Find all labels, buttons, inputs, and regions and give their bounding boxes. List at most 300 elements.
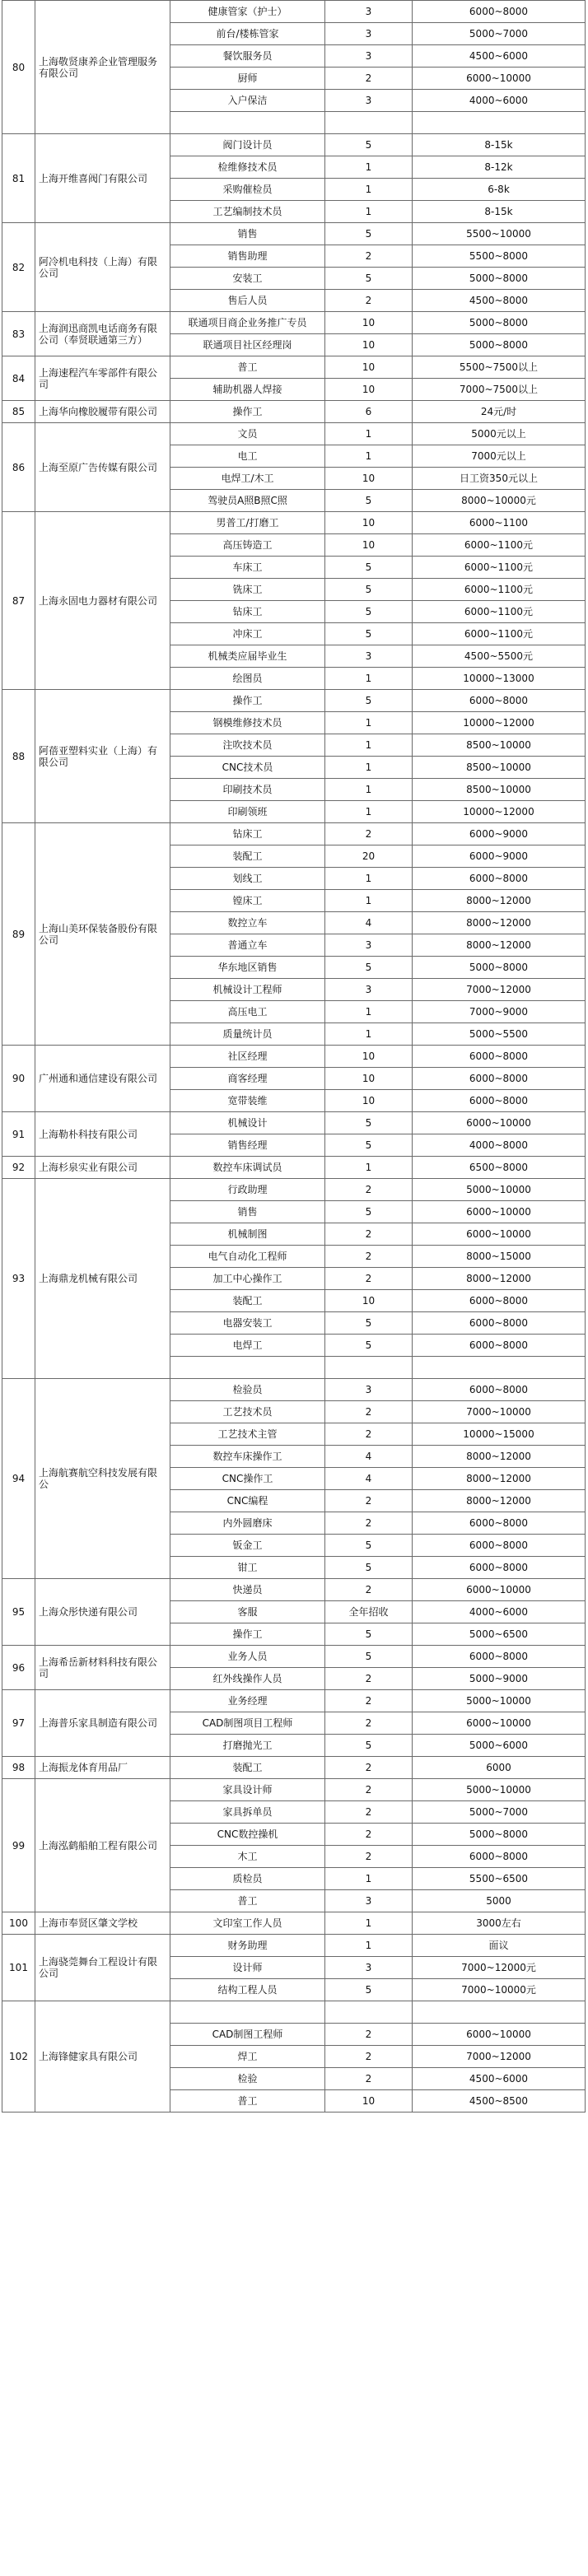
job-title: 健康管家（护士） — [170, 1, 325, 23]
job-title: 快递员 — [170, 1579, 325, 1601]
row-number: 80 — [2, 1, 35, 134]
headcount: 1 — [325, 445, 413, 468]
headcount: 10 — [325, 334, 413, 356]
headcount: 5 — [325, 1735, 413, 1757]
job-title — [170, 1357, 325, 1379]
row-number: 84 — [2, 356, 35, 401]
headcount: 5 — [325, 1201, 413, 1223]
salary-range: 4500~6000 — [413, 2068, 586, 2090]
salary-range: 6000~1100元 — [413, 534, 586, 557]
headcount: 3 — [325, 1890, 413, 1912]
salary-range: 8000~12000 — [413, 890, 586, 912]
job-title: 设计师 — [170, 1957, 325, 1979]
job-title: 检验 — [170, 2068, 325, 2090]
table-row — [2, 2001, 586, 2024]
headcount: 10 — [325, 312, 413, 334]
headcount: 1 — [325, 668, 413, 690]
headcount: 3 — [325, 979, 413, 1001]
headcount: 3 — [325, 1, 413, 23]
job-title: 质检员 — [170, 1868, 325, 1890]
salary-range: 6000~10000 — [413, 1201, 586, 1223]
salary-range: 6000~1100 — [413, 512, 586, 534]
salary-range: 6000~8000 — [413, 1557, 586, 1579]
headcount: 5 — [325, 601, 413, 623]
row-number: 94 — [2, 1379, 35, 1579]
headcount: 1 — [325, 1001, 413, 1023]
job-title: 检验员 — [170, 1379, 325, 1401]
salary-range: 7000~12000元 — [413, 1957, 586, 1979]
salary-range: 7000~10000元 — [413, 1979, 586, 2001]
company-name: 上海航赛航空科技发展有限公 — [35, 1379, 170, 1579]
job-title: 销售助理 — [170, 245, 325, 268]
headcount: 5 — [325, 268, 413, 290]
headcount: 2 — [325, 1401, 413, 1423]
job-title: 电焊工 — [170, 1335, 325, 1357]
row-number: 92 — [2, 1157, 35, 1179]
salary-range: 6000 — [413, 1757, 586, 1779]
company-name: 上海骁莞舞台工程设计有限公司 — [35, 1935, 170, 2001]
salary-range: 8500~10000 — [413, 734, 586, 757]
job-title: 装配工 — [170, 845, 325, 868]
headcount: 3 — [325, 23, 413, 45]
headcount: 5 — [325, 1134, 413, 1157]
salary-range: 8-15k — [413, 201, 586, 223]
company-name: 上海鼎龙机械有限公司 — [35, 1179, 170, 1379]
salary-range: 6500~8000 — [413, 1157, 586, 1179]
headcount: 2 — [325, 1779, 413, 1801]
headcount: 2 — [325, 1423, 413, 1446]
company-name: 上海速程汽车零部件有限公司 — [35, 356, 170, 401]
headcount: 1 — [325, 1912, 413, 1935]
job-title: 内外圆磨床 — [170, 1512, 325, 1535]
table-row — [2, 1179, 586, 1201]
salary-range: 5000~9000 — [413, 1668, 586, 1690]
row-number: 102 — [2, 2001, 35, 2113]
headcount: 1 — [325, 757, 413, 779]
headcount: 2 — [325, 1668, 413, 1690]
salary-range: 6-8k — [413, 179, 586, 201]
salary-range: 6000~8000 — [413, 1846, 586, 1868]
headcount: 10 — [325, 534, 413, 557]
salary-range: 4500~8000 — [413, 290, 586, 312]
headcount: 1 — [325, 1868, 413, 1890]
headcount: 5 — [325, 690, 413, 712]
company-name: 阿蓓亚塑料实业（上海）有限公司 — [35, 690, 170, 823]
company-name: 上海华向橡胶履带有限公司 — [35, 401, 170, 423]
salary-range: 7000~12000 — [413, 2046, 586, 2068]
job-title: 车床工 — [170, 557, 325, 579]
headcount: 3 — [325, 1379, 413, 1401]
table-row — [2, 312, 586, 334]
job-title: 机械设计 — [170, 1112, 325, 1134]
headcount: 5 — [325, 1112, 413, 1134]
job-title: 木工 — [170, 1846, 325, 1868]
job-title: 数控立车 — [170, 912, 325, 934]
table-row — [2, 423, 586, 445]
job-title: 文员 — [170, 423, 325, 445]
salary-range: 8000~12000 — [413, 912, 586, 934]
headcount: 10 — [325, 356, 413, 379]
salary-range: 8000~12000 — [413, 1446, 586, 1468]
job-title: 钢模维修技术员 — [170, 712, 325, 734]
row-number: 98 — [2, 1757, 35, 1779]
salary-range: 5000~7000 — [413, 1801, 586, 1824]
job-title: 电气自动化工程师 — [170, 1246, 325, 1268]
job-title: 客服 — [170, 1601, 325, 1623]
salary-range: 8500~10000 — [413, 757, 586, 779]
headcount: 10 — [325, 1046, 413, 1068]
salary-range: 5000~8000 — [413, 312, 586, 334]
salary-range: 5500~7500以上 — [413, 356, 586, 379]
headcount: 1 — [325, 1935, 413, 1957]
headcount: 2 — [325, 1801, 413, 1824]
headcount: 10 — [325, 468, 413, 490]
salary-range: 5000~6500 — [413, 1623, 586, 1646]
headcount: 5 — [325, 134, 413, 156]
table-row — [2, 1779, 586, 1801]
salary-range — [413, 112, 586, 134]
job-title: 绘图员 — [170, 668, 325, 690]
job-title: 操作工 — [170, 690, 325, 712]
table-row — [2, 1912, 586, 1935]
job-title: 前台/楼栋管家 — [170, 23, 325, 45]
headcount: 5 — [325, 490, 413, 512]
job-title: 销售经理 — [170, 1134, 325, 1157]
headcount: 5 — [325, 1979, 413, 2001]
salary-range: 7000~10000 — [413, 1401, 586, 1423]
headcount: 1 — [325, 712, 413, 734]
table-row — [2, 1646, 586, 1668]
row-number: 89 — [2, 823, 35, 1046]
salary-range: 5000~5500 — [413, 1023, 586, 1046]
headcount: 1 — [325, 423, 413, 445]
job-title: 电器安装工 — [170, 1312, 325, 1335]
salary-range: 6000~8000 — [413, 868, 586, 890]
headcount: 3 — [325, 90, 413, 112]
headcount: 3 — [325, 934, 413, 957]
job-title: 装配工 — [170, 1757, 325, 1779]
salary-range: 8000~10000元 — [413, 490, 586, 512]
salary-range: 4500~8500 — [413, 2090, 586, 2113]
headcount: 10 — [325, 512, 413, 534]
job-title: 宽带装维 — [170, 1090, 325, 1112]
headcount: 6 — [325, 401, 413, 423]
salary-range: 6000~1100元 — [413, 601, 586, 623]
company-name: 上海润迅商凯电话商务有限公司（奉贤联通第三方） — [35, 312, 170, 356]
salary-range: 5000~8000 — [413, 268, 586, 290]
salary-range: 4500~5500元 — [413, 645, 586, 668]
job-title: 镗床工 — [170, 890, 325, 912]
job-title: 入户保洁 — [170, 90, 325, 112]
row-number: 90 — [2, 1046, 35, 1112]
salary-range: 5000~10000 — [413, 1690, 586, 1712]
salary-range: 6000~10000 — [413, 1112, 586, 1134]
salary-range — [413, 1357, 586, 1379]
job-title: 行政助理 — [170, 1179, 325, 1201]
job-title: 工艺编制技术员 — [170, 201, 325, 223]
row-number: 82 — [2, 223, 35, 312]
job-title: 家具拆单员 — [170, 1801, 325, 1824]
salary-range: 10000~12000 — [413, 801, 586, 823]
row-number: 100 — [2, 1912, 35, 1935]
row-number: 83 — [2, 312, 35, 356]
salary-range: 7000元以上 — [413, 445, 586, 468]
headcount: 2 — [325, 2046, 413, 2068]
row-number: 86 — [2, 423, 35, 512]
headcount: 1 — [325, 779, 413, 801]
table-row — [2, 1112, 586, 1134]
job-title: 普通立车 — [170, 934, 325, 957]
headcount: 5 — [325, 1646, 413, 1668]
headcount — [325, 1357, 413, 1379]
headcount: 1 — [325, 734, 413, 757]
job-title: 操作工 — [170, 401, 325, 423]
headcount: 1 — [325, 801, 413, 823]
job-title: 红外线操作人员 — [170, 1668, 325, 1690]
headcount: 3 — [325, 645, 413, 668]
salary-range: 6000~10000 — [413, 2024, 586, 2046]
salary-range: 4000~8000 — [413, 1134, 586, 1157]
table-row — [2, 1690, 586, 1712]
job-title: 机械设计工程师 — [170, 979, 325, 1001]
salary-range: 6000~10000 — [413, 68, 586, 90]
company-name: 上海泓鹤船舶工程有限公司 — [35, 1779, 170, 1912]
job-title: 结构工程人员 — [170, 1979, 325, 2001]
salary-range: 8000~12000 — [413, 1490, 586, 1512]
table-row — [2, 1, 586, 23]
salary-range: 6000~10000 — [413, 1223, 586, 1246]
headcount: 2 — [325, 1512, 413, 1535]
job-title: 财务助理 — [170, 1935, 325, 1957]
table-row — [2, 401, 586, 423]
salary-range: 4500~6000 — [413, 45, 586, 68]
recruitment-table — [2, 0, 586, 2113]
table-row — [2, 1046, 586, 1068]
table-row — [2, 1157, 586, 1179]
company-name: 上海振龙体育用品厂 — [35, 1757, 170, 1779]
company-name: 上海锋健家具有限公司 — [35, 2001, 170, 2113]
salary-range: 6000~8000 — [413, 690, 586, 712]
salary-range: 10000~12000 — [413, 712, 586, 734]
job-title: 钻床工 — [170, 823, 325, 845]
headcount: 10 — [325, 2090, 413, 2113]
salary-range: 8500~10000 — [413, 779, 586, 801]
headcount: 10 — [325, 1090, 413, 1112]
salary-range: 5000~10000 — [413, 1179, 586, 1201]
headcount — [325, 112, 413, 134]
job-title: 家具设计师 — [170, 1779, 325, 1801]
salary-range: 6000~10000 — [413, 1712, 586, 1735]
job-title: CNC编程 — [170, 1490, 325, 1512]
salary-range: 8000~12000 — [413, 934, 586, 957]
job-title: 加工中心操作工 — [170, 1268, 325, 1290]
job-title: 印刷技术员 — [170, 779, 325, 801]
headcount: 2 — [325, 2068, 413, 2090]
headcount: 2 — [325, 1268, 413, 1290]
salary-range: 6000~8000 — [413, 1290, 586, 1312]
headcount: 5 — [325, 1312, 413, 1335]
headcount: 5 — [325, 557, 413, 579]
headcount: 5 — [325, 1557, 413, 1579]
job-title: 电工 — [170, 445, 325, 468]
company-name: 上海众彤快递有限公司 — [35, 1579, 170, 1646]
headcount: 5 — [325, 579, 413, 601]
job-title: 数控车床调试员 — [170, 1157, 325, 1179]
headcount: 2 — [325, 1179, 413, 1201]
salary-range: 6000~8000 — [413, 1535, 586, 1557]
job-title: CNC数控操机 — [170, 1824, 325, 1846]
headcount: 4 — [325, 1446, 413, 1468]
salary-range: 7000~9000 — [413, 1001, 586, 1023]
job-title: 普工 — [170, 2090, 325, 2113]
job-title: 辅助机器人焊接 — [170, 379, 325, 401]
salary-range — [413, 2001, 586, 2024]
salary-range: 5500~8000 — [413, 245, 586, 268]
table-body — [2, 1, 586, 2113]
job-title: 采购催检员 — [170, 179, 325, 201]
salary-range: 面议 — [413, 1935, 586, 1957]
headcount: 2 — [325, 290, 413, 312]
headcount: 1 — [325, 868, 413, 890]
row-number: 81 — [2, 134, 35, 223]
salary-range: 8000~12000 — [413, 1468, 586, 1490]
job-title: 数控车床操作工 — [170, 1446, 325, 1468]
job-title: 高压电工 — [170, 1001, 325, 1023]
job-title: 冲床工 — [170, 623, 325, 645]
salary-range: 4000~6000 — [413, 1601, 586, 1623]
salary-range: 8-15k — [413, 134, 586, 156]
job-title: 焊工 — [170, 2046, 325, 2068]
headcount: 1 — [325, 1023, 413, 1046]
job-title: 阀门设计员 — [170, 134, 325, 156]
job-title: 联通项目商企业务推广专员 — [170, 312, 325, 334]
job-title: 销售 — [170, 1201, 325, 1223]
headcount: 1 — [325, 890, 413, 912]
job-title: 检维修技术员 — [170, 156, 325, 179]
row-number: 97 — [2, 1690, 35, 1757]
company-name: 上海敬贤康养企业管理服务有限公司 — [35, 1, 170, 134]
headcount: 3 — [325, 45, 413, 68]
salary-range: 5000~10000 — [413, 1779, 586, 1801]
job-title: 普工 — [170, 356, 325, 379]
job-title — [170, 112, 325, 134]
salary-range: 6000~10000 — [413, 1579, 586, 1601]
row-number: 96 — [2, 1646, 35, 1690]
salary-range: 3000左右 — [413, 1912, 586, 1935]
headcount: 4 — [325, 912, 413, 934]
headcount: 全年招收 — [325, 1601, 413, 1623]
job-title: 商客经理 — [170, 1068, 325, 1090]
headcount: 2 — [325, 245, 413, 268]
table-row — [2, 1935, 586, 1957]
job-title: 男普工/打磨工 — [170, 512, 325, 534]
company-name: 上海普乐家具制造有限公司 — [35, 1690, 170, 1757]
salary-range: 6000~8000 — [413, 1379, 586, 1401]
row-number: 87 — [2, 512, 35, 690]
table-row — [2, 690, 586, 712]
salary-range: 5500~10000 — [413, 223, 586, 245]
job-title: 销售 — [170, 223, 325, 245]
table-row — [2, 134, 586, 156]
job-title: 社区经理 — [170, 1046, 325, 1068]
table-row — [2, 1379, 586, 1401]
salary-range: 8000~15000 — [413, 1246, 586, 1268]
salary-range: 7000~12000 — [413, 979, 586, 1001]
headcount: 2 — [325, 2024, 413, 2046]
job-title: 普工 — [170, 1890, 325, 1912]
headcount: 5 — [325, 1623, 413, 1646]
company-name: 上海勒朴科技有限公司 — [35, 1112, 170, 1157]
job-title: 工艺技术主管 — [170, 1423, 325, 1446]
headcount: 2 — [325, 1490, 413, 1512]
headcount: 2 — [325, 1846, 413, 1868]
salary-range: 6000~8000 — [413, 1046, 586, 1068]
headcount: 5 — [325, 623, 413, 645]
salary-range: 6000~1100元 — [413, 623, 586, 645]
salary-range: 4000~6000 — [413, 90, 586, 112]
salary-range: 5000~7000 — [413, 23, 586, 45]
headcount: 20 — [325, 845, 413, 868]
job-title: CNC操作工 — [170, 1468, 325, 1490]
salary-range: 10000~13000 — [413, 668, 586, 690]
salary-range: 5000 — [413, 1890, 586, 1912]
salary-range: 8000~12000 — [413, 1268, 586, 1290]
job-title: 联通项目社区经理岗 — [170, 334, 325, 356]
job-title: 操作工 — [170, 1623, 325, 1646]
company-name: 上海市奉贤区肇文学校 — [35, 1912, 170, 1935]
headcount: 1 — [325, 179, 413, 201]
salary-range: 6000~1100元 — [413, 557, 586, 579]
row-number: 91 — [2, 1112, 35, 1157]
job-title: CAD制图工程师 — [170, 2024, 325, 2046]
headcount: 10 — [325, 379, 413, 401]
job-title — [170, 2001, 325, 2024]
job-title: 质量统计员 — [170, 1023, 325, 1046]
salary-range: 5500~6500 — [413, 1868, 586, 1890]
job-title: 业务经理 — [170, 1690, 325, 1712]
table-row — [2, 823, 586, 845]
row-number: 88 — [2, 690, 35, 823]
headcount: 2 — [325, 68, 413, 90]
table-row — [2, 512, 586, 534]
job-title: 文印室工作人员 — [170, 1912, 325, 1935]
company-name: 广州通和通信建设有限公司 — [35, 1046, 170, 1112]
salary-range: 24元/时 — [413, 401, 586, 423]
job-title: 印刷领班 — [170, 801, 325, 823]
headcount: 2 — [325, 1223, 413, 1246]
row-number: 93 — [2, 1179, 35, 1379]
headcount: 10 — [325, 1290, 413, 1312]
job-title: 厨师 — [170, 68, 325, 90]
salary-range: 5000~8000 — [413, 334, 586, 356]
salary-range: 6000~9000 — [413, 845, 586, 868]
headcount: 4 — [325, 1468, 413, 1490]
job-title: 工艺技术员 — [170, 1401, 325, 1423]
job-title: 划线工 — [170, 868, 325, 890]
row-number: 95 — [2, 1579, 35, 1646]
salary-range: 5000~6000 — [413, 1735, 586, 1757]
job-title: 铣床工 — [170, 579, 325, 601]
company-name: 上海杉泉实业有限公司 — [35, 1157, 170, 1179]
row-number: 101 — [2, 1935, 35, 2001]
salary-range: 6000~8000 — [413, 1090, 586, 1112]
job-title: 机械类应届毕业生 — [170, 645, 325, 668]
job-title: 注吹技术员 — [170, 734, 325, 757]
job-title: 安装工 — [170, 268, 325, 290]
row-number: 85 — [2, 401, 35, 423]
headcount: 5 — [325, 957, 413, 979]
job-title: 打磨抛光工 — [170, 1735, 325, 1757]
